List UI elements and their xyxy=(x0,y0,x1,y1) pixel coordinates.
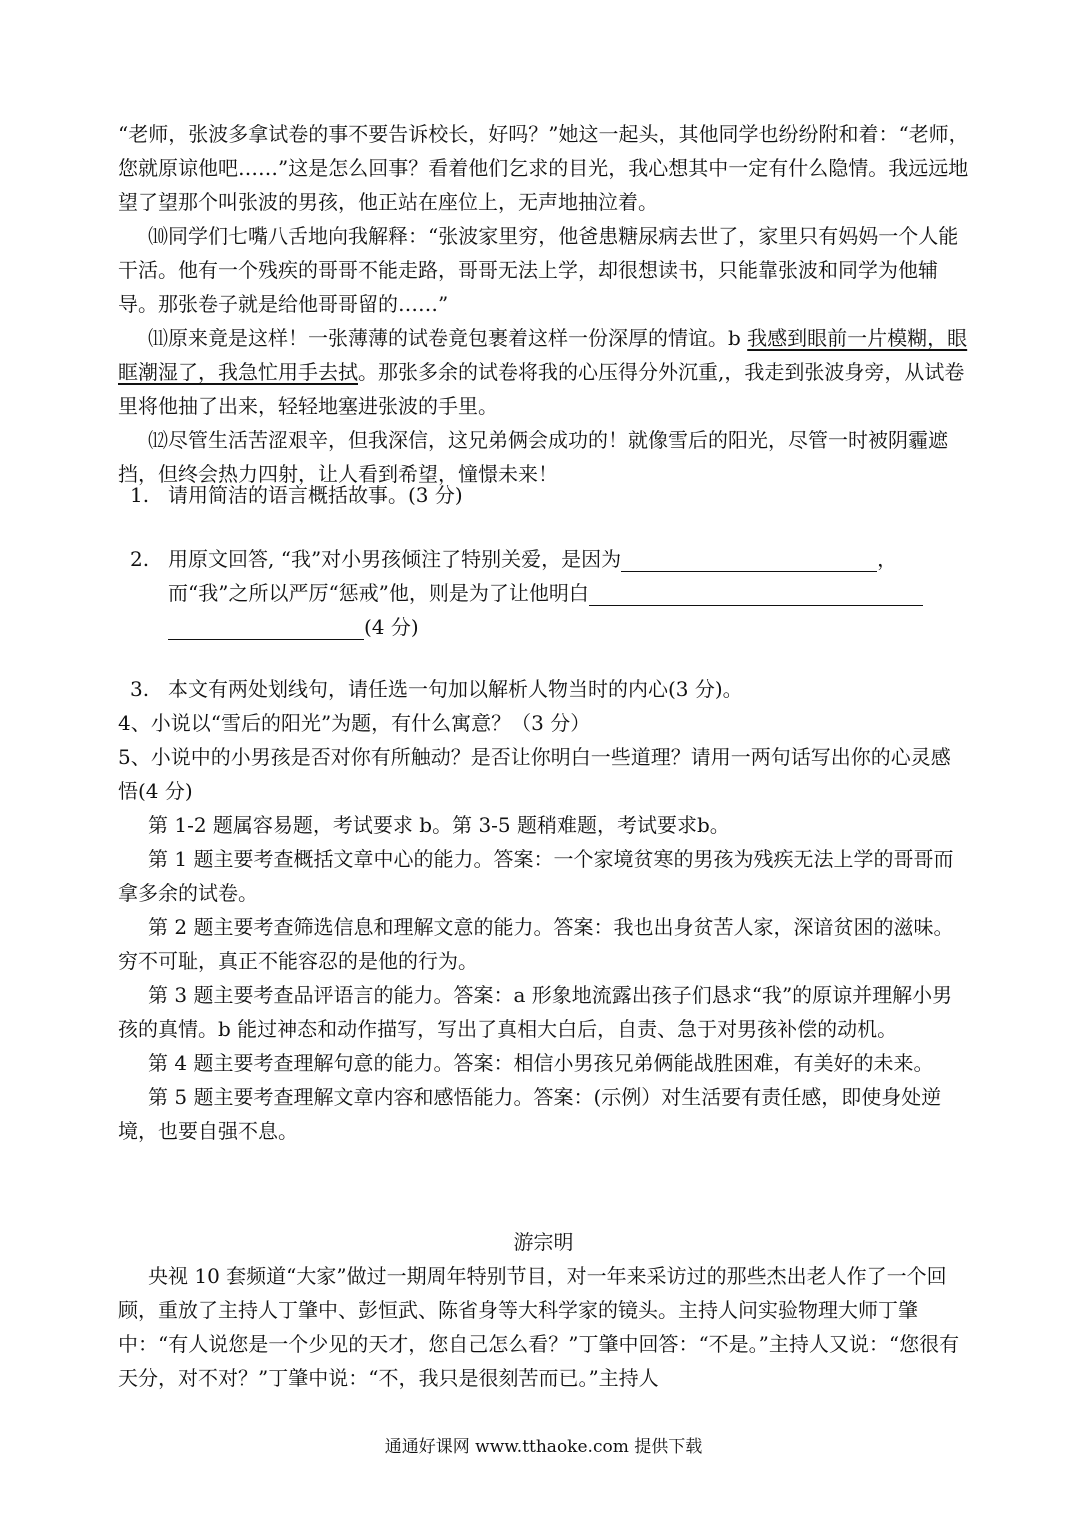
story-section xyxy=(118,117,970,491)
underlined-sentence-b: 我感到眼前一片模糊，眼眶潮湿了，我急忙用手去拭 xyxy=(118,326,968,384)
story-paragraph-intro: “老师，张波多拿试卷的事不要告诉校长，好吗？”她这一起头，其他同学也纷纷附和着：“老师，您就原谅他吧……”这是怎么回事？看着他们乞求的目光，我心想其中一定有什么隐情。我远远地望了望那个叫张波的男孩，他正站在座位上，无声地抽泣着。 xyxy=(118,122,969,214)
answer-3: 第 3 题主要考查品评语言的能力。答案：a 形象地流露出孩子们恳求“我”的原谅并理解小男孩的真情。b 能过神态和动作描写，写出了真相大白后，自责、急于对男孩补偿的动机。 xyxy=(118,983,953,1041)
question-1-text: 请用简洁的语言概括故事。(3 分) xyxy=(168,483,463,507)
answer-blank-1[interactable] xyxy=(621,547,877,572)
answer-1: 第 1 题主要考查概括文章中心的能力。答案：一个家境贫寒的男孩为残疾无法上学的哥哥而拿多余的试卷。 xyxy=(118,847,954,905)
story-paragraph-11-start: ⑾原来竟是这样！一张薄薄的试卷竟包裹着这样一份深厚的情谊。b xyxy=(148,326,748,350)
question-1-number: 1. xyxy=(130,483,150,507)
story-paragraph-11-end: 。那张多余的试卷将我的心压得分外沉重,，我走到张波身旁，从试卷里将他抽了出来，轻轻地塞进张波的手里。 xyxy=(118,360,965,418)
article-section xyxy=(118,1259,970,1395)
article-title: 游宗明 xyxy=(513,1230,574,1254)
answer-blank-3[interactable] xyxy=(168,615,364,640)
article-paragraph-1: 央视 10 套频道“大家”做过一期周年特别节目，对一年来采访过的那些杰出老人作了一个回顾，重放了主持人丁肇中、彭恒武、陈省身等大科学家的镜头。主持人问实验物理大师丁肇中：“有人说您是一个少见的天才，您自己怎么看？”丁肇中回答：“不是。”主持人又说：“您很有天分，对不对？”丁肇中说：“不，我只是很刻苦而已。”主持人 xyxy=(118,1264,960,1390)
footer-download-note: 通通好课网 www.tthaoke.com 提供下载 xyxy=(384,1437,703,1457)
question-2-part-c: (4 分) xyxy=(364,615,419,639)
answer-5: 第 5 题主要考查理解文章内容和感悟能力。答案：(示例）对生活要有责任感，即使身处逆境，也要自强不息。 xyxy=(118,1085,942,1143)
question-5-text: 5、小说中的小男孩是否对你有所触动？是否让你明白一些道理？请用一两句话写出你的心灵感悟(4 分) xyxy=(118,745,951,803)
answer-2: 第 2 题主要考查筛选信息和理解文意的能力。答案：我也出身贫苦人家，深谙贫困的滋味。穷不可耻，真正不能容忍的是他的行为。 xyxy=(118,915,954,973)
story-paragraph-12: ⑿尽管生活苦涩艰辛，但我深信，这兄弟俩会成功的！就像雪后的阳光，尽管一时被阴霾遮挡，但终会热力四射，让人看到希望，憧憬未来！ xyxy=(118,428,948,486)
story-paragraph-11 xyxy=(118,321,970,423)
answer-blank-2[interactable] xyxy=(589,581,923,606)
question-2-number: 2. xyxy=(130,547,150,571)
question-3-text: 本文有两处划线句，请任选一句加以解析人物当时的内心(3 分)。 xyxy=(168,677,743,701)
story-paragraph-10: ⑽同学们七嘴八舌地向我解释：“张波家里穷，他爸患糖尿病去世了，家里只有妈妈一个人能干活。他有一个残疾的哥哥不能走路，哥哥无法上学，却很想读书，只能靠张波和同学为他辅导。那张卷子就是给他哥哥留的……” xyxy=(118,224,959,316)
question-2 xyxy=(118,542,970,644)
question-4-text: 4、小说以“雪后的阳光”为题，有什么寓意？（3 分） xyxy=(118,711,591,735)
answers-intro: 第 1-2 题属容易题，考试要求 b。第 3-5 题稍难题，考试要求b。 xyxy=(148,813,730,837)
question-1 xyxy=(118,478,970,512)
question-2-part-b: ，而“我”之所以严厉“惩戒”他，则是为了让他明白 xyxy=(168,547,898,605)
question-2-part-a: 用原文回答, “我”对小男孩倾注了特别关爱，是因为 xyxy=(168,547,622,571)
question-3-number: 3. xyxy=(130,677,150,701)
questions-3-5 xyxy=(118,672,970,1148)
answer-4: 第 4 题主要考查理解句意的能力。答案：相信小男孩兄弟俩能战胜困难，有美好的未来。 xyxy=(148,1051,934,1075)
